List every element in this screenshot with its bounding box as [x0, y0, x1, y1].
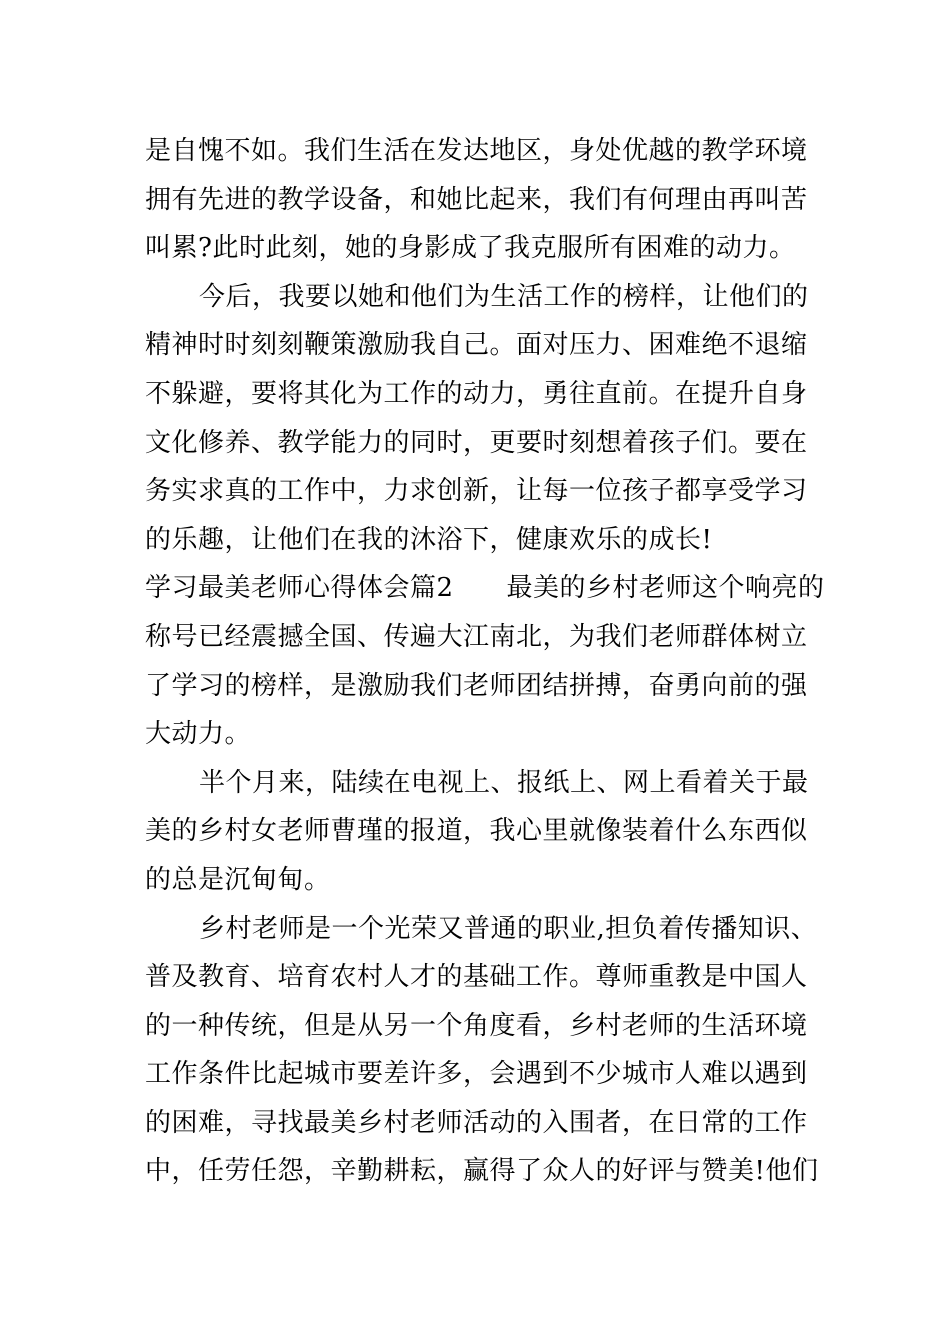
text-line: 今后，我要以她和他们为生活工作的榜样，让他们的 — [199, 281, 809, 312]
text-line: 乡村老师是一个光荣又普通的职业,担负着传播知识、 — [199, 913, 818, 944]
text-line: 工作条件比起城市要差许多，会遇到不少城市人难以遇到 — [145, 1059, 808, 1090]
text-line: 是自愧不如。我们生活在发达地区，身处优越的教学环境 — [145, 136, 808, 166]
text-line: 拥有先进的教学设备，和她比起来，我们有何理由再叫苦 — [145, 184, 808, 215]
text-line: 学习最美老师心得体会篇2 最美的乡村老师这个响亮的 — [145, 573, 825, 604]
text-line: 精神时时刻刻鞭策激励我自己。面对压力、困难绝不退缩 — [145, 330, 808, 361]
document-body — [145, 127, 825, 1196]
text-line: 的总是沉甸甸。 — [145, 864, 331, 895]
text-line: 大动力。 — [145, 719, 252, 750]
text-line: 的困难，寻找最美乡村老师活动的入围者，在日常的工作 — [145, 1107, 808, 1138]
text-line: 称号已经震撼全国、传遍大江南北，为我们老师群体树立 — [145, 621, 808, 652]
text-line: 务实求真的工作中，力求创新，让每一位孩子都享受学习 — [145, 476, 808, 507]
text-line: 不躲避，要将其化为工作的动力，勇往直前。在提升自身 — [145, 378, 808, 409]
text-line: 普及教育、培育农村人才的基础工作。尊师重教是中国人 — [145, 962, 808, 993]
text-line: 了学习的榜样，是激励我们老师团结拼搏，奋勇向前的强 — [145, 670, 808, 701]
text-line: 的乐趣，让他们在我的沐浴下，健康欢乐的成长! — [145, 524, 713, 555]
text-line: 半个月来，陆续在电视上、报纸上、网上看着关于最 — [199, 767, 809, 798]
text-line: 叫累?此时此刻，她的身影成了我克服所有困难的动力。 — [145, 233, 796, 264]
text-line: 文化修养、教学能力的同时，更要时刻想着孩子们。要在 — [145, 427, 808, 458]
text-line: 中，任劳任怨，辛勤耕耘，赢得了众人的好评与赞美!他们 — [145, 1156, 819, 1187]
text-line: 美的乡村女老师曹瑾的报道，我心里就像装着什么东西似 — [145, 816, 808, 847]
text-line: 的一种传统，但是从另一个角度看，乡村老师的生活环境 — [145, 1010, 808, 1041]
